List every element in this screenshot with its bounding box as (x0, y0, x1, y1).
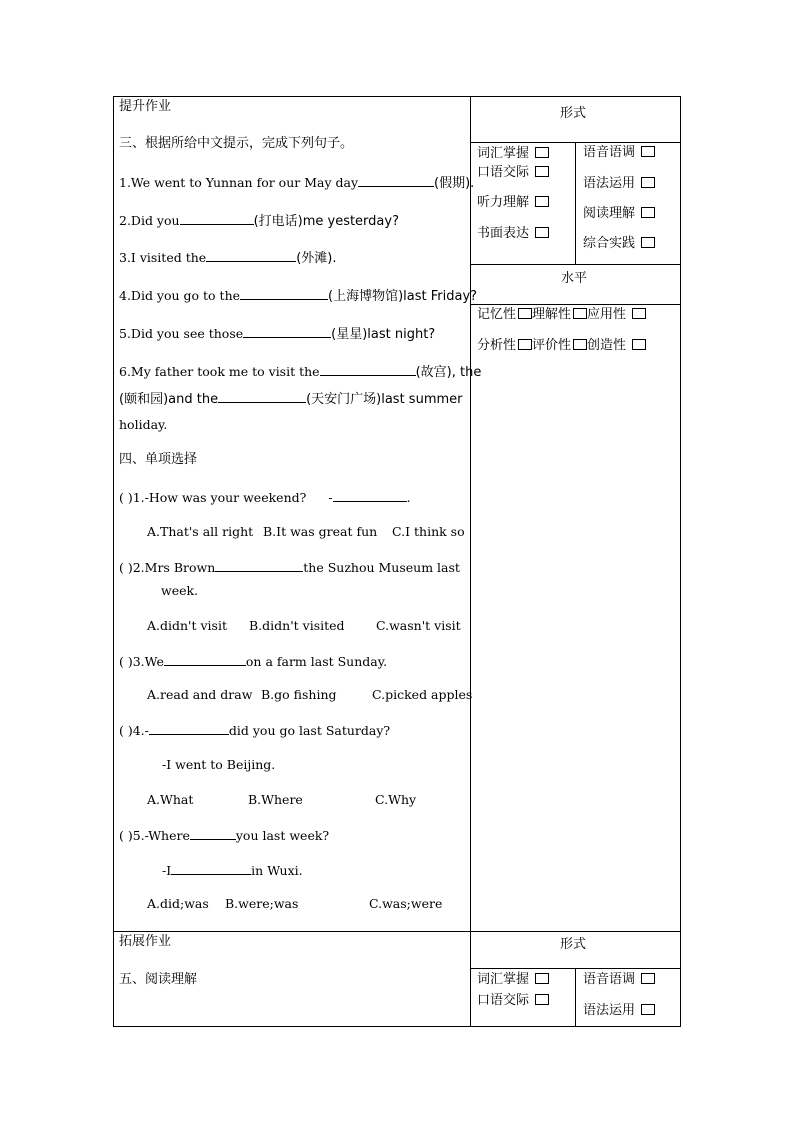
option-a: A.read and draw (147, 687, 253, 702)
option-a: A.That's all right (147, 524, 254, 539)
fill-item-6-line2: (颐和园)and the (天安门广场)last summer (119, 392, 463, 407)
checkbox[interactable] (535, 973, 549, 984)
answer-blank[interactable] (215, 559, 303, 572)
answer-blank[interactable] (180, 212, 254, 225)
option-c: C.picked apples (372, 687, 473, 702)
level-header-divider (470, 304, 681, 305)
checkbox[interactable] (641, 973, 655, 984)
fill-item-2: 2.Did you (打电话)me yesterday? (119, 213, 399, 229)
checkbox[interactable] (535, 227, 549, 238)
mc-question-1: ( )1.-How was your weekend? - . (119, 490, 411, 505)
option-b: B.didn't visited (249, 618, 345, 633)
answer-paren[interactable]: ( ) (119, 654, 133, 669)
mc-question-2-cont: week. (161, 583, 199, 598)
checkbox[interactable] (535, 196, 549, 207)
option-b: B.go fishing (261, 687, 337, 702)
answer-blank[interactable] (243, 325, 331, 338)
checkbox[interactable] (573, 308, 587, 319)
option-a: A.did;was (147, 896, 209, 911)
column-divider (470, 96, 471, 1027)
fill-item-6: 6.My father took me to visit the (故宫), the (119, 364, 482, 380)
answer-blank[interactable] (149, 722, 229, 735)
answer-blank[interactable] (320, 363, 416, 376)
form2-column-divider (575, 968, 576, 1027)
form-option-reading: 阅读理解 (583, 206, 655, 222)
mc-question-2: ( )2.Mrs Brown the Suzhou Museum last (119, 560, 460, 575)
mc-question-5: ( )5.-Where you last week? (119, 828, 330, 843)
level-header: 水平 (561, 271, 588, 286)
mc-question-4: ( )4.- did you go last Saturday? (119, 723, 391, 738)
checkbox[interactable] (641, 177, 655, 188)
fill-item-6-line3: holiday. (119, 417, 168, 432)
mc-question-3: ( )3.We on a farm last Sunday. (119, 654, 388, 669)
form-option-pronunciation: 语音语调 (583, 145, 655, 161)
option-b: B.It was great fun (263, 524, 378, 539)
answer-blank[interactable] (171, 862, 251, 875)
checkbox[interactable] (535, 166, 549, 177)
form-header: 形式 (560, 937, 587, 952)
option-b: B.were;was (225, 896, 299, 911)
form-option-writing: 书面表达 (477, 226, 549, 242)
checkbox[interactable] (641, 146, 655, 157)
answer-blank[interactable] (240, 287, 328, 300)
answer-blank[interactable] (164, 653, 246, 666)
answer-blank[interactable] (190, 827, 236, 840)
answer-paren[interactable]: ( ) (119, 560, 133, 575)
section-heading: 提升作业 (119, 99, 172, 114)
fill-item-4: 4.Did you go to the (上海博物馆)last Friday? (119, 288, 478, 304)
mc-question-4-reply: -I went to Beijing. (162, 757, 276, 772)
checkbox[interactable] (632, 308, 646, 319)
option-c: C.wasn't visit (376, 618, 461, 633)
answer-blank[interactable] (218, 390, 306, 403)
checkbox[interactable] (518, 339, 532, 350)
checkbox[interactable] (573, 339, 587, 350)
form-option-grammar: 语法运用 (583, 1003, 655, 1019)
option-c: C.was;were (369, 896, 443, 911)
answer-paren[interactable]: ( ) (119, 723, 133, 738)
answer-blank[interactable] (206, 249, 296, 262)
option-c: C.Why (375, 792, 417, 807)
fill-item-5: 5.Did you see those (星星)last night? (119, 326, 436, 342)
form-column-divider (575, 142, 576, 264)
fill-item-1: 1.We went to Yunnan for our May day (假期). (119, 175, 475, 191)
form-option-vocabulary: 词汇掌握 (477, 972, 549, 988)
option-b: B.Where (248, 792, 303, 807)
part4-title: 四、单项选择 (119, 452, 198, 467)
checkbox[interactable] (518, 308, 532, 319)
option-a: A.didn't visit (147, 618, 227, 633)
level-row-2: 分析性 评价性 创造性 (477, 338, 646, 354)
level-row-1: 记忆性 理解性 应用性 (477, 307, 646, 323)
checkbox[interactable] (641, 1004, 655, 1015)
form-option-practice: 综合实践 (583, 236, 655, 252)
checkbox[interactable] (535, 994, 549, 1005)
row-divider (113, 931, 681, 932)
option-c: C.I think so (392, 524, 465, 539)
fill-item-3: 3.I visited the (外滩). (119, 250, 337, 266)
level-top-divider (470, 264, 681, 265)
form-option-speaking: 口语交际 (477, 165, 549, 181)
form-option-vocabulary: 词汇掌握 (477, 146, 549, 162)
form-option-speaking: 口语交际 (477, 993, 549, 1009)
checkbox[interactable] (632, 339, 646, 350)
mc-question-5-reply: -I in Wuxi. (162, 863, 303, 878)
checkbox[interactable] (641, 237, 655, 248)
form-option-grammar: 语法运用 (583, 176, 655, 192)
answer-blank[interactable] (358, 174, 434, 187)
form-option-pronunciation: 语音语调 (583, 972, 655, 988)
form-option-listening: 听力理解 (477, 195, 549, 211)
form-header: 形式 (560, 106, 587, 121)
answer-paren[interactable]: ( ) (119, 828, 133, 843)
checkbox[interactable] (641, 207, 655, 218)
option-a: A.What (147, 792, 194, 807)
answer-blank[interactable] (333, 489, 407, 502)
answer-paren[interactable]: ( ) (119, 490, 133, 505)
part3-title: 三、根据所给中文提示，完成下列句子。 (119, 136, 354, 151)
part5-title: 五、阅读理解 (119, 972, 198, 987)
section-heading: 拓展作业 (119, 934, 172, 949)
checkbox[interactable] (535, 147, 549, 158)
